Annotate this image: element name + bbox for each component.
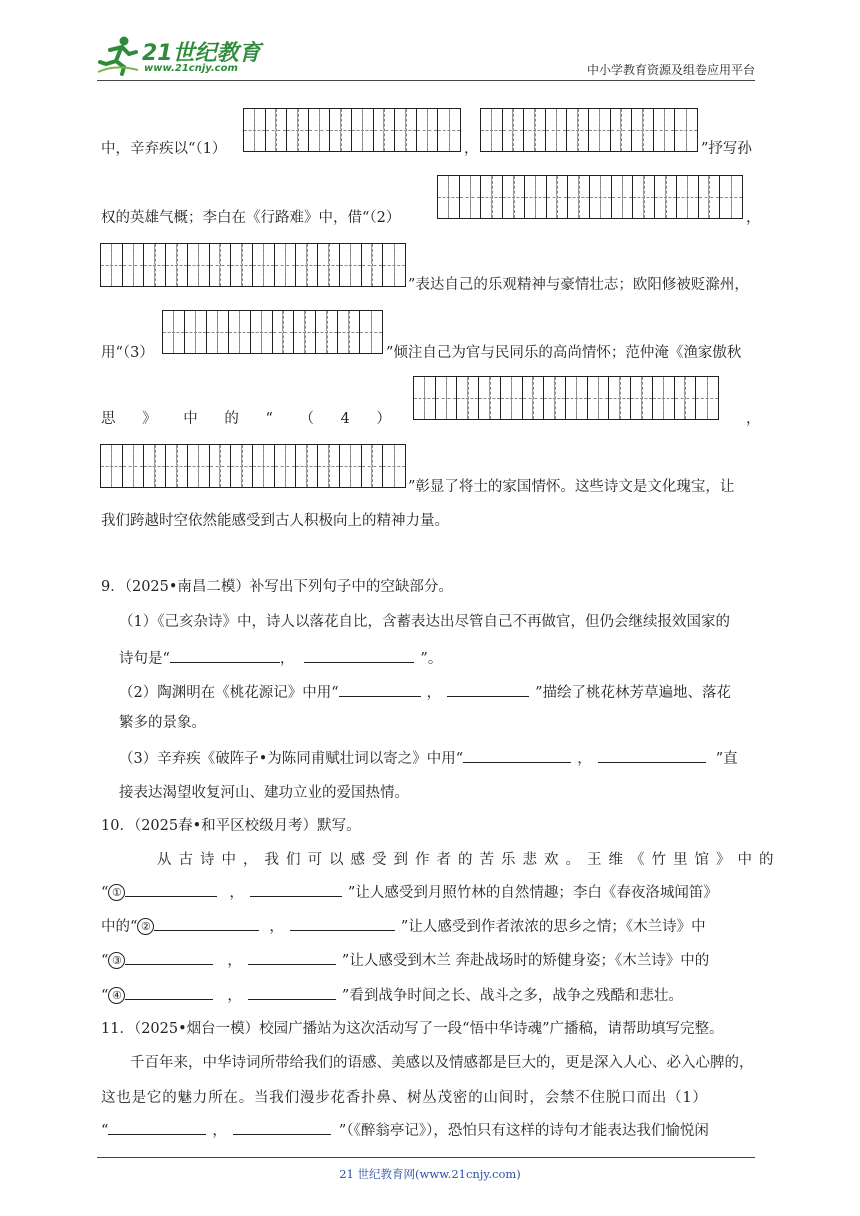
site-logo[interactable]: [96, 34, 261, 78]
q11-para-line3: “ ， ”（《醉翁亭记》），恐怕只有这样的诗句才能表达我们愉悦闲: [101, 1120, 709, 1141]
q9-s1-line2: 诗句是“ ， ”。: [119, 648, 442, 669]
footer-link[interactable]: 21 世纪教育网(www.21cnjy.com): [339, 1167, 521, 1181]
q8-line5-char: 中: [183, 411, 198, 427]
q9-s1-line1: （1）《己亥杂诗》中，诗人以落花自比，含蓄表达出尽管自己不再做官，但仍会继续报效国家的: [119, 614, 730, 630]
answer-blank[interactable]: [233, 1120, 331, 1135]
q8-line5-comma: ，: [746, 411, 761, 427]
circle-number: ③: [108, 952, 125, 969]
answer-blank[interactable]: [108, 1120, 206, 1135]
q8-line5-char: 思: [101, 411, 116, 427]
answer-blank[interactable]: [598, 748, 706, 763]
q8-line4-text-a: 用“（3）: [101, 345, 154, 361]
q10-title: 10．（2025春•和平区校级月考）默写。: [101, 818, 361, 834]
q8-line5-char: “: [265, 411, 273, 427]
answer-blank[interactable]: [463, 748, 571, 763]
answer-grid-4b[interactable]: [100, 444, 406, 488]
q8-line5-char: ）: [376, 411, 391, 427]
logo-main-text: 21世纪教育: [142, 41, 261, 66]
q8-line2-comma: ，: [746, 210, 761, 226]
q9-s3-line2: 接表达渴望收复河山、建功立业的爱国热情。: [119, 785, 409, 801]
q8-line5-char: （: [299, 411, 314, 427]
q8-line1-comma: ，: [464, 141, 479, 157]
footer-divider: [97, 1157, 755, 1158]
q9-s2-line1: （2）陶渊明在《桃花源记》中用“ ， ”描绘了桃花林芳草遍地、落花: [119, 682, 731, 703]
answer-blank[interactable]: [250, 882, 342, 897]
q8-line1-text-c: ”抒写孙: [701, 141, 752, 157]
answer-blank[interactable]: [125, 950, 213, 965]
q8-line5-char: 的: [224, 411, 239, 427]
answer-blank[interactable]: [248, 950, 336, 965]
platform-title: 中小学教育资源及组卷应用平台: [586, 63, 755, 77]
answer-blank[interactable]: [154, 916, 259, 931]
answer-grid-2a[interactable]: [437, 175, 743, 219]
header-divider: [97, 80, 755, 81]
answer-grid-1a[interactable]: [243, 108, 461, 152]
q10-row4: “ ④ ， ”看到战争时间之长、战斗之多，战争之残酷和悲壮。: [101, 985, 683, 1006]
q8-line5-char: 4: [340, 411, 350, 427]
q9-title: 9．（2025•南昌二模）补写出下列句子中的空缺部分。: [101, 579, 453, 595]
q10-intro: 从古诗中，我们可以感受到作者的苦乐悲欢。王维《竹里馆》中的: [157, 852, 781, 868]
answer-blank[interactable]: [339, 682, 421, 697]
q11-para-line1: 千百年来，中华诗词所带给我们的语感、美感以及情感都是巨大的，更是深入人心、必入心脾的，: [130, 1055, 754, 1071]
q8-line7-text: 我们跨越时空依然能感受到古人积极向上的精神力量。: [101, 513, 449, 529]
answer-blank[interactable]: [248, 985, 336, 1000]
circle-number: ④: [108, 987, 125, 1004]
q8-line6-text-a: ”彰显了将士的家国情怀。这些诗文是文化瑰宝，让: [408, 479, 735, 495]
q8-line1-text-a: 中，辛弃疾以“（1）: [101, 141, 227, 157]
circle-number: ②: [137, 918, 154, 935]
answer-blank[interactable]: [290, 916, 395, 931]
runner-logo-icon: [96, 34, 140, 76]
answer-blank[interactable]: [170, 648, 280, 663]
answer-grid-2b[interactable]: [100, 243, 406, 287]
logo-url-text: www.21cnjy.com: [144, 63, 238, 74]
q8-line4-text-b: ”倾注自己为官与民同乐的高尚情怀；范仲淹《渔家傲秋: [386, 345, 742, 361]
answer-blank[interactable]: [125, 985, 213, 1000]
q11-title: 11．（2025•烟台一模）校园广播站为这次活动写了一段“悟中华诗魂”广播稿，请帮助填写完整。: [101, 1021, 724, 1037]
q10-row3: “ ③ ， ”让人感受到木兰 奔赴战场时的矫健身姿；《木兰诗》中的: [101, 950, 709, 971]
answer-blank[interactable]: [304, 648, 414, 663]
q9-s2-line2: 繁多的景象。: [119, 715, 206, 731]
answer-blank[interactable]: [125, 882, 217, 897]
circle-number: ①: [108, 884, 125, 901]
q8-line2-text-a: 权的英雄气概；李白在《行路难》中，借“（2）: [101, 210, 401, 226]
q11-para-line2: 这也是它的魅力所在。当我们漫步花香扑鼻、树丛茂密的山间时，会禁不住脱口而出（1）: [101, 1090, 708, 1106]
q10-row1: “ ① ， ”让人感受到月照竹林的自然情趣；李白《春夜洛城闻笛》: [101, 882, 718, 903]
q9-s3-line1: （3）辛弃疾《破阵子•为陈同甫赋壮词以寄之》中用“ ， ”直: [119, 748, 738, 769]
q10-row2: 中的“ ② ， ”让人感受到作者浓浓的思乡之情；《木兰诗》中: [101, 916, 706, 937]
answer-grid-4a[interactable]: [413, 376, 719, 420]
answer-grid-3[interactable]: [162, 310, 383, 354]
q8-line5-char: 》: [142, 411, 157, 427]
q8-line5-spread: [101, 409, 391, 429]
answer-grid-1b[interactable]: [480, 108, 698, 152]
answer-blank[interactable]: [447, 682, 529, 697]
q8-line3-text-a: ”表达自己的乐观精神与豪情壮志；欧阳修被贬滁州，: [408, 277, 749, 293]
